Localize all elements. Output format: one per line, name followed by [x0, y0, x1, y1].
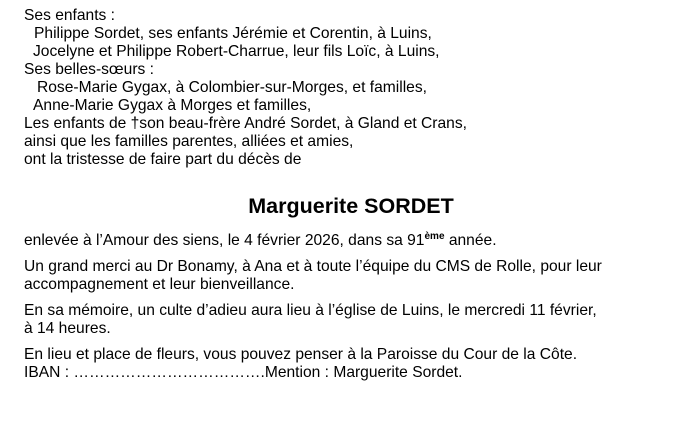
- children-heading: Ses enfants :: [24, 7, 116, 24]
- sister-in-law-entry: Anne-Marie Gygax à Morges et familles,: [33, 97, 312, 114]
- memorial-line: à 14 heures.: [24, 320, 111, 337]
- child-entry: Jocelyne et Philippe Robert-Charrue, leur fils Loïc, à Luins,: [33, 43, 440, 60]
- death-text: enlevée à l’Amour des siens, le 4 février 2026, dans sa 91: [24, 232, 425, 249]
- sister-in-law-entry: Rose-Marie Gygax, à Colombier-sur-Morges, et familles,: [37, 79, 427, 96]
- flowers-paragraph: [24, 346, 684, 382]
- family-list: [24, 7, 684, 169]
- child-entry: Philippe Sordet, ses enfants Jérémie et Corentin, à Luins,: [34, 25, 432, 42]
- memorial-paragraph: [24, 302, 684, 338]
- announcement-line: ont la tristesse de faire part du décès de: [24, 151, 302, 168]
- iban-line: IBAN : ……………………………….Mention : Marguerite Sordet.: [24, 364, 463, 381]
- thanks-line: Un grand merci au Dr Bonamy, à Ana et à toute l’équipe du CMS de Rolle, pour leur: [24, 258, 602, 275]
- deceased-name: Marguerite SORDET: [248, 194, 454, 218]
- families-line: ainsi que les familles parentes, alliées et amies,: [24, 133, 354, 150]
- obituary-notice: [24, 7, 684, 382]
- memorial-line: En sa mémoire, un culte d’adieu aura lieu à l’église de Luins, le mercredi 11 février,: [24, 302, 597, 319]
- death-text-end: année.: [444, 232, 497, 249]
- thanks-line: accompagnement et leur bienveillance.: [24, 276, 295, 293]
- nephews-line: Les enfants de †son beau-frère André Sordet, à Gland et Crans,: [24, 115, 467, 132]
- flowers-line: En lieu et place de fleurs, vous pouvez penser à la Paroisse du Cour de la Côte.: [24, 346, 578, 363]
- sisters-in-law-heading: Ses belles-sœurs :: [24, 61, 154, 78]
- thanks-paragraph: [24, 258, 684, 294]
- ordinal-suffix: ème: [424, 231, 445, 242]
- death-paragraph: [24, 232, 684, 250]
